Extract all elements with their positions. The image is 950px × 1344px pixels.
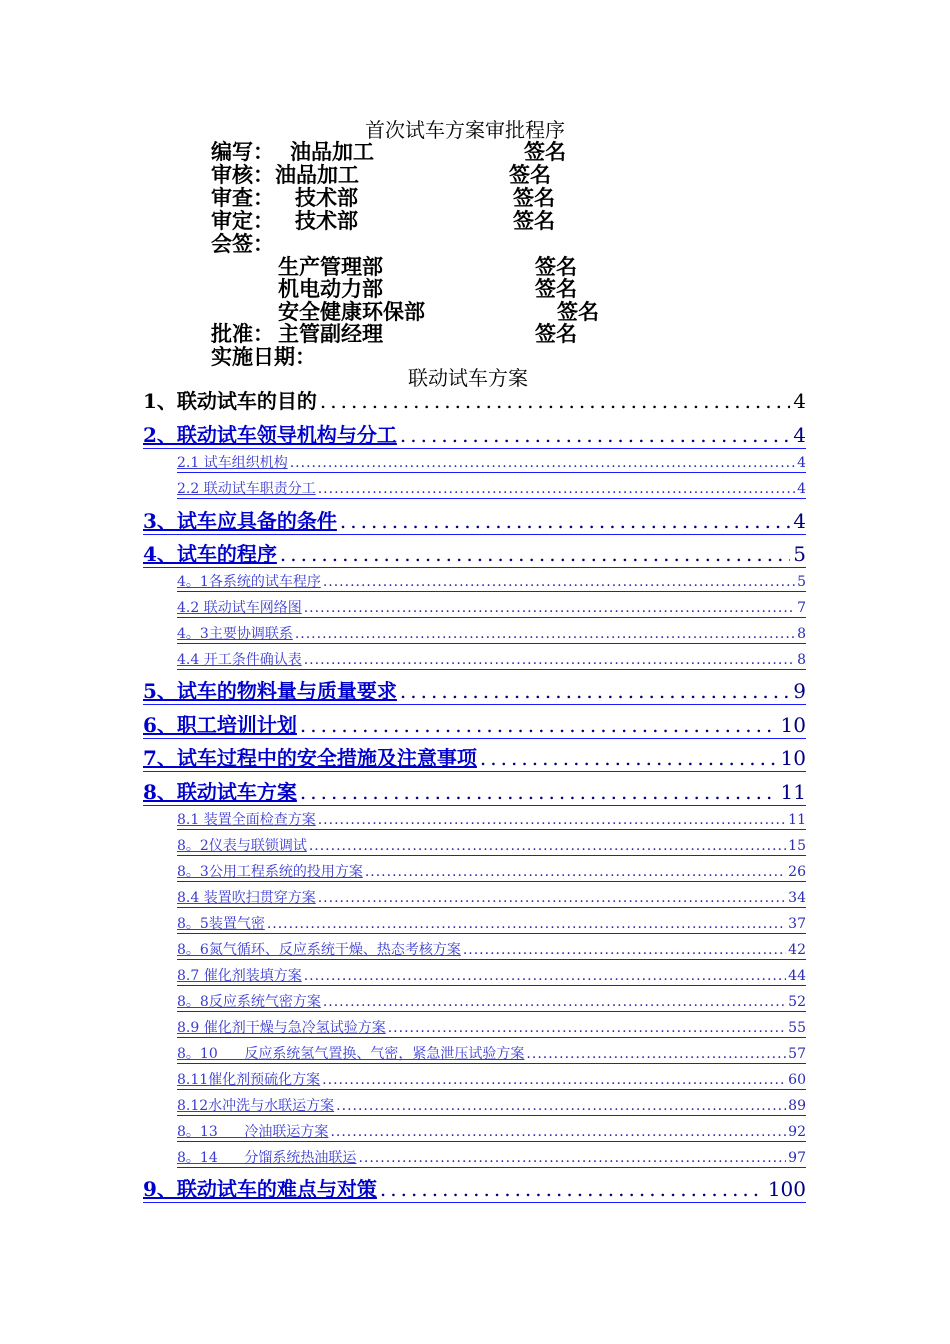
toc-entry-link[interactable]: [177, 1121, 806, 1142]
toc-entry-page: 4: [797, 481, 806, 497]
toc-entry-link[interactable]: [177, 835, 806, 856]
toc-entry-label[interactable]: 2.2 联动试车职责分工: [177, 481, 316, 497]
toc-entry-label[interactable]: 8。10 反应系统氢气置换、气密，紧急泄压试验方案: [177, 1046, 525, 1062]
toc-entry-page: 55: [788, 1020, 806, 1036]
approval-dept-mechanical: 机电动力部: [278, 276, 383, 301]
toc-entry-page: 26: [788, 864, 806, 880]
approval-label-check: 审查：: [211, 185, 274, 210]
approval-dept-production: 生产管理部: [278, 254, 383, 279]
toc-entry-link[interactable]: [177, 571, 806, 592]
toc-entry-page: 10: [780, 746, 806, 770]
toc-entry-link[interactable]: [143, 505, 806, 535]
toc-entry-page: 4: [793, 423, 806, 447]
approval-label-finalize: 审定：: [211, 208, 274, 233]
approval-dept-finalize: 技术部: [295, 208, 358, 233]
toc-entry-page: 4: [793, 509, 806, 533]
toc-entry-label[interactable]: 8.9 催化剂干燥与急冷氢试验方案: [177, 1020, 386, 1036]
approval-label-review: 审核：: [211, 162, 274, 187]
toc-entry-link[interactable]: [177, 623, 806, 644]
toc-entry-label[interactable]: 8。2仪表与联锁调试: [177, 838, 307, 854]
approval-label-date: 实施日期：: [211, 344, 316, 369]
toc-entry-page: 57: [788, 1046, 806, 1062]
toc-entry-page: 44: [788, 968, 806, 984]
approval-sign-check: 签名: [513, 185, 555, 210]
toc-entry-label[interactable]: 7、试车过程中的安全措施及注意事项: [143, 746, 477, 770]
toc-entry-label[interactable]: 4.2 联动试车网络图: [177, 600, 302, 616]
approval-label-approve: 批准：: [211, 321, 274, 346]
toc-entry-link[interactable]: [177, 1069, 806, 1090]
approval-sign-mechanical: 签名: [535, 276, 577, 301]
toc-entry-link[interactable]: [177, 991, 806, 1012]
toc-entry-link[interactable]: [143, 1173, 806, 1203]
toc-entry-label[interactable]: 9、联动试车的难点与对策: [143, 1177, 377, 1201]
toc-entry-label[interactable]: 8.1 装置全面检查方案: [177, 812, 316, 828]
toc-entry-page: 10: [780, 713, 806, 737]
toc-entry-link[interactable]: [177, 861, 806, 882]
toc-entry: [143, 385, 806, 414]
toc-entry-page: 11: [788, 812, 806, 828]
toc-entry-page: 37: [788, 916, 806, 932]
toc-entry-label[interactable]: 8。3公用工程系统的投用方案: [177, 864, 363, 880]
toc-entry-link[interactable]: [177, 887, 806, 908]
approval-dept-approve: 主管副经理: [278, 321, 383, 346]
toc-entry-label[interactable]: 6、职工培训计划: [143, 713, 297, 737]
toc-entry-page: 5: [793, 542, 806, 566]
toc-entry-label[interactable]: 4、试车的程序: [143, 542, 277, 566]
toc-entry-page: 52: [788, 994, 806, 1010]
toc-entry-link[interactable]: [143, 419, 806, 449]
toc-entry-page: 4: [793, 389, 806, 413]
approval-dept-review: 油品加工: [275, 162, 359, 187]
toc-entry-label[interactable]: 8。5装置气密: [177, 916, 265, 932]
approval-sign-approve: 签名: [535, 321, 577, 346]
toc-entry-label[interactable]: 2、联动试车领导机构与分工: [143, 423, 397, 447]
toc-entry-label[interactable]: 8.4 装置吹扫贯穿方案: [177, 890, 316, 906]
approval-sign-safety: 签名: [557, 299, 599, 324]
toc-entry-link[interactable]: [177, 913, 806, 934]
toc-entry-label[interactable]: 2.1 试车组织机构: [177, 455, 288, 471]
toc-entry-page: 7: [797, 600, 806, 616]
toc-entry-link[interactable]: [177, 1043, 806, 1064]
approval-sign-finalize: 签名: [513, 208, 555, 233]
toc-entry-label[interactable]: 4。3主要协调联系: [177, 626, 293, 642]
approval-label-write: 编写：: [211, 139, 274, 164]
toc-entry-label[interactable]: 8。13 冷油联运方案: [177, 1124, 329, 1140]
toc-entry-page: 9: [793, 679, 806, 703]
toc-entry-label[interactable]: 8。6氮气循环、反应系统干燥、热态考核方案: [177, 942, 461, 958]
toc-entry-page: 42: [788, 942, 806, 958]
toc-entry-link[interactable]: [143, 709, 806, 739]
approval-dept-check: 技术部: [295, 185, 358, 210]
toc-entry-label[interactable]: 5、试车的物料量与质量要求: [143, 679, 397, 703]
toc-entry-link[interactable]: [177, 809, 806, 830]
toc-entry-link[interactable]: [177, 965, 806, 986]
approval-dept-write: 油品加工: [290, 139, 374, 164]
toc-entry-page: 15: [788, 838, 806, 854]
toc-entry-link[interactable]: [143, 675, 806, 705]
toc-entry-label[interactable]: 8.11催化剂预硫化方案: [177, 1072, 321, 1088]
toc-entry-link[interactable]: [143, 538, 806, 568]
toc-entry-page: 11: [780, 780, 806, 804]
toc-entry-link[interactable]: [177, 649, 806, 670]
toc-entry-page: 8: [797, 626, 806, 642]
toc-entry-link[interactable]: [177, 1017, 806, 1038]
approval-title: 首次试车方案审批程序: [365, 118, 565, 142]
toc-entry-page: 8: [797, 652, 806, 668]
toc-entry-link[interactable]: [177, 939, 806, 960]
toc-entry-link[interactable]: [177, 1095, 806, 1116]
toc-entry-page: 4: [797, 455, 806, 471]
toc-entry-page: 60: [788, 1072, 806, 1088]
toc-entry-label[interactable]: 4。1各系统的试车程序: [177, 574, 321, 590]
toc-entry-label[interactable]: 8.7 催化剂装填方案: [177, 968, 302, 984]
toc-entry-label: 1、联动试车的目的: [143, 389, 317, 413]
toc-entry-link[interactable]: [177, 1147, 806, 1168]
toc-title: 联动试车方案: [408, 366, 528, 390]
toc-entry-label[interactable]: 8、联动试车方案: [143, 780, 297, 804]
toc-entry-page: 5: [797, 574, 806, 590]
toc-entry-link[interactable]: [143, 742, 806, 772]
toc-entry-link[interactable]: [177, 478, 806, 499]
toc-entry-label[interactable]: 4.4 开工条件确认表: [177, 652, 302, 668]
toc-entry-label[interactable]: 8。8反应系统气密方案: [177, 994, 321, 1010]
toc-entry-label[interactable]: 8。14 分馏系统热油联运: [177, 1150, 357, 1166]
approval-sign-write: 签名: [524, 139, 566, 164]
toc-entry-link[interactable]: [143, 776, 806, 806]
toc-entry-link[interactable]: [177, 452, 806, 473]
toc-entry-label[interactable]: 3、试车应具备的条件: [143, 509, 337, 533]
approval-dept-safety: 安全健康环保部: [278, 299, 425, 324]
toc-entry-page: 92: [788, 1124, 806, 1140]
approval-label-countersign: 会签：: [211, 231, 274, 256]
toc-entry-label[interactable]: 8.12水冲洗与水联运方案: [177, 1098, 335, 1114]
toc-entry-page: 100: [767, 1177, 806, 1201]
toc-entry-link[interactable]: [177, 597, 806, 618]
toc-entry-page: 97: [788, 1150, 806, 1166]
toc-entry-page: 34: [788, 890, 806, 906]
approval-sign-review: 签名: [509, 162, 551, 187]
toc-entry-page: 89: [788, 1098, 806, 1114]
approval-sign-production: 签名: [535, 254, 577, 279]
